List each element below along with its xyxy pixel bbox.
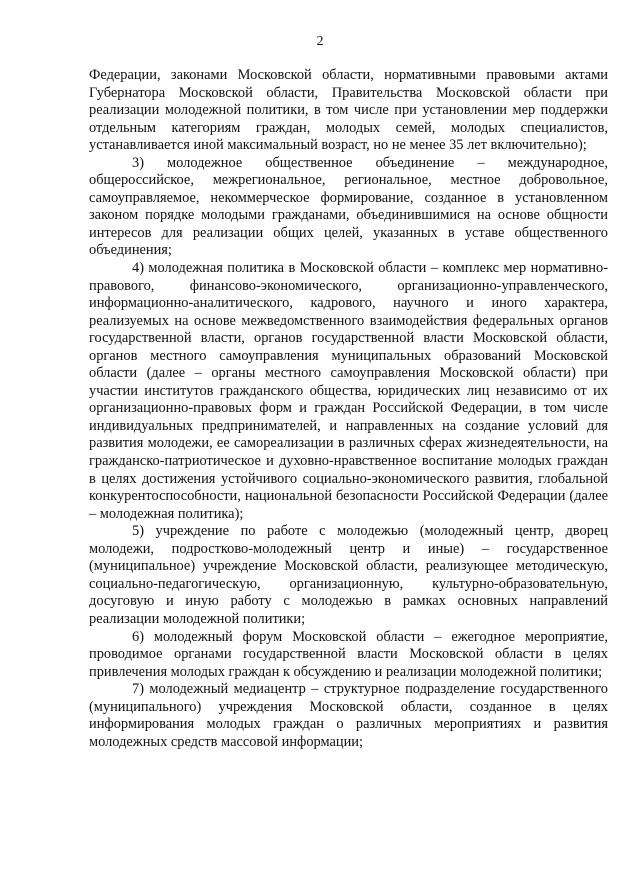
paragraph-item-5: 5) учреждение по работе с молодежью (молодежный центр, дворец молодежи, подростково-молодежный центр и иные) – государственное (муниципальное) учреждение Московской области, реализующее методическую, социально-педагогическую, организационную, культурно-образовательную, досуговую и иную работу с молодежью в рамках основных направлений реализации молодежной политики; [89, 523, 608, 627]
paragraph-item-7: 7) молодежный медиацентр – структурное подразделение государственного (муниципального) учреждения Московской области, созданное в целях информирования молодых граждан о различных мероприятиях и развития молодежных средств массовой информации; [89, 681, 608, 750]
paragraph-item-6: 6) молодежный форум Московской области – ежегодное мероприятие, проводимое органами государственной власти Московской области в целях привлечения молодых граждан к обсуждению и реализации молодежной политики; [89, 628, 608, 680]
paragraph-item-3: 3) молодежное общественное объединение – международное, общероссийское, межрегиональное, региональное, местное добровольное, самоуправляемое, некоммерческое формирование, созданное в установленном законом порядке молодыми гражданами, объединившимися на основе общности интересов для реализации общих целей, указанных в уставе общественного объединения; [89, 154, 608, 259]
paragraph-continuation: Федерации, законами Московской области, нормативными правовыми актами Губернатора Московской области, Правительства Московской области при реализации молодежной политики, в том числе при установлении мер поддержки отдельным категориям граждан, молодых семей, молодых специалистов, устанавливается иной максимальный возраст, но не менее 35 лет включительно); [89, 67, 608, 154]
paragraph-item-4: 4) молодежная политика в Московской области – комплекс мер нормативно-правового, финансово-экономического, организационно-управленческого, информационно-аналитического, кадрового, научного и иного характера, реализуемых на основе межведомственного взаимодействия федеральных органов государственной власти, органов государственной власти Московской области, органов местного самоуправления муниципальных образований Московской области (далее – органы местного самоуправления Московской области) при участии институтов гражданского общества, юридических лиц независимо от их организационно-правовых форм и граждан Российской Федерации, в том числе индивидуальных предпринимателей, и направленных на создание условий для развития молодежи, ее самореализации в различных сферах жизнедеятельности, на гражданско-патриотическое и духовно-нравственное воспитание молодых граждан в целях достижения устойчивого социально-экономического развития, глобальной конкурентоспособности, национальной безопасности Российской Федерации (далее – молодежная политика); [89, 260, 608, 522]
document-body [89, 67, 608, 751]
page-number: 2 [316, 34, 324, 49]
